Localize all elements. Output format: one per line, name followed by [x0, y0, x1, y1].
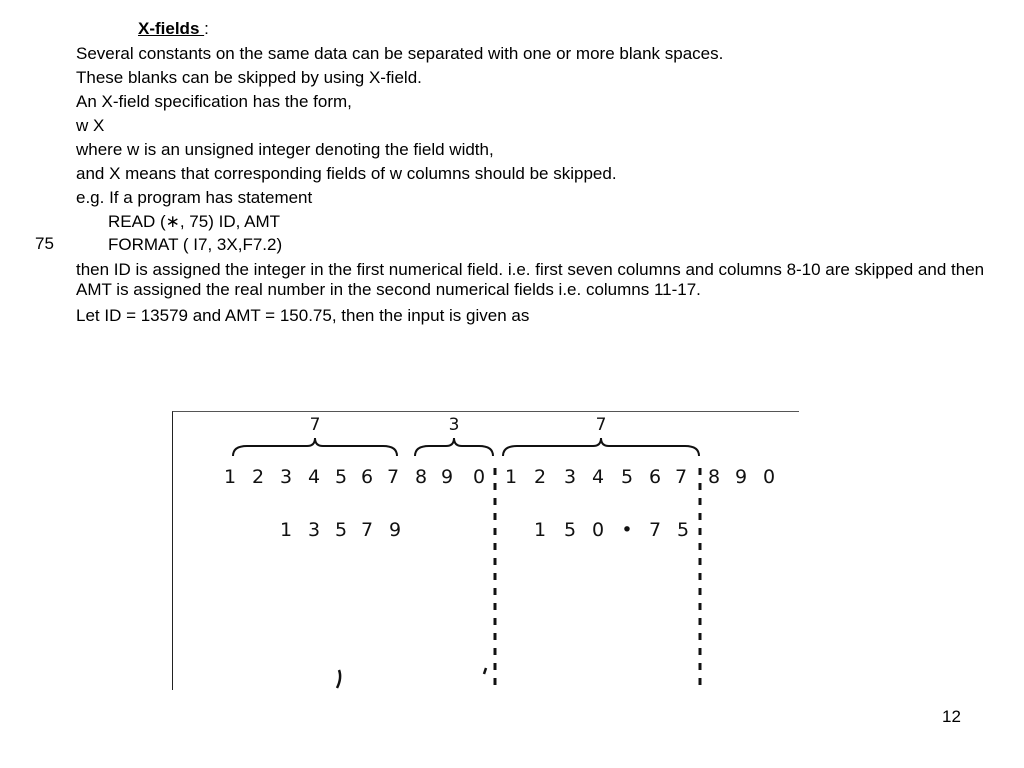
column-number: 0 — [472, 466, 486, 488]
format-statement: FORMAT ( I7, 3X,F7.2) — [108, 235, 283, 254]
column-number: 6 — [648, 466, 662, 488]
amt-char: 1 — [533, 519, 547, 541]
column-number: 9 — [734, 466, 748, 488]
heading-colon: : — [204, 19, 209, 38]
brace-id-field — [233, 438, 397, 456]
let-line: Let ID = 13579 and AMT = 150.75, then the input is given as — [76, 306, 530, 325]
column-number: 7 — [674, 466, 688, 488]
brace-label: 3 — [448, 415, 460, 435]
amt-char: 7 — [648, 519, 662, 541]
stray-mark — [484, 668, 486, 674]
text-line-5: where w is an unsigned integer denoting the field width, — [76, 140, 494, 159]
id-digit: 1 — [279, 519, 293, 541]
column-number: 8 — [707, 466, 721, 488]
column-number: 7 — [386, 466, 400, 488]
explanation-paragraph: then ID is assigned the integer in the first numerical field. i.e. first seven columns and columns 8-10 are skipped and then AMT is assigned the real number in the second numerical fields i.e. columns 11-17. — [76, 260, 985, 299]
column-number: 4 — [307, 466, 321, 488]
text-line-4: w X — [76, 116, 105, 135]
input-columns-figure — [172, 411, 799, 690]
column-number: 0 — [762, 466, 776, 488]
id-digit: 5 — [334, 519, 348, 541]
column-number: 2 — [533, 466, 547, 488]
column-number: 5 — [620, 466, 634, 488]
heading-title: X-fields — [138, 19, 205, 38]
column-number: 1 — [504, 466, 518, 488]
brace-label: 7 — [595, 415, 607, 435]
column-number: 3 — [563, 466, 577, 488]
column-number: 2 — [251, 466, 265, 488]
column-number: 6 — [360, 466, 374, 488]
column-number: 8 — [414, 466, 428, 488]
figure-canvas — [173, 412, 799, 690]
amt-char: 5 — [676, 519, 690, 541]
text-line-2: These blanks can be skipped by using X-field. — [76, 68, 422, 87]
column-number: 3 — [279, 466, 293, 488]
column-number: 9 — [440, 466, 454, 488]
amt-char: 0 — [591, 519, 605, 541]
page-number: 12 — [942, 707, 961, 726]
slide-heading — [138, 18, 209, 39]
column-number: 5 — [334, 466, 348, 488]
stray-mark — [337, 670, 340, 688]
read-statement: READ (∗, 75) ID, AMT — [108, 212, 280, 231]
id-digit: 9 — [388, 519, 402, 541]
brace-skip-field — [415, 438, 493, 456]
amt-char: • — [621, 519, 633, 541]
format-statement-label: 75 — [35, 234, 54, 253]
brace-amt-field — [503, 438, 699, 456]
id-digit: 7 — [360, 519, 374, 541]
text-line-6: and X means that corresponding fields of w columns should be skipped. — [76, 164, 617, 183]
text-line-7: e.g. If a program has statement — [76, 188, 313, 207]
brace-label: 7 — [309, 415, 321, 435]
text-line-3: An X-field specification has the form, — [76, 92, 352, 111]
text-line-1: Several constants on the same data can be separated with one or more blank spaces. — [76, 44, 724, 63]
column-number: 1 — [223, 466, 237, 488]
id-digit: 3 — [307, 519, 321, 541]
amt-char: 5 — [563, 519, 577, 541]
column-number: 4 — [591, 466, 605, 488]
